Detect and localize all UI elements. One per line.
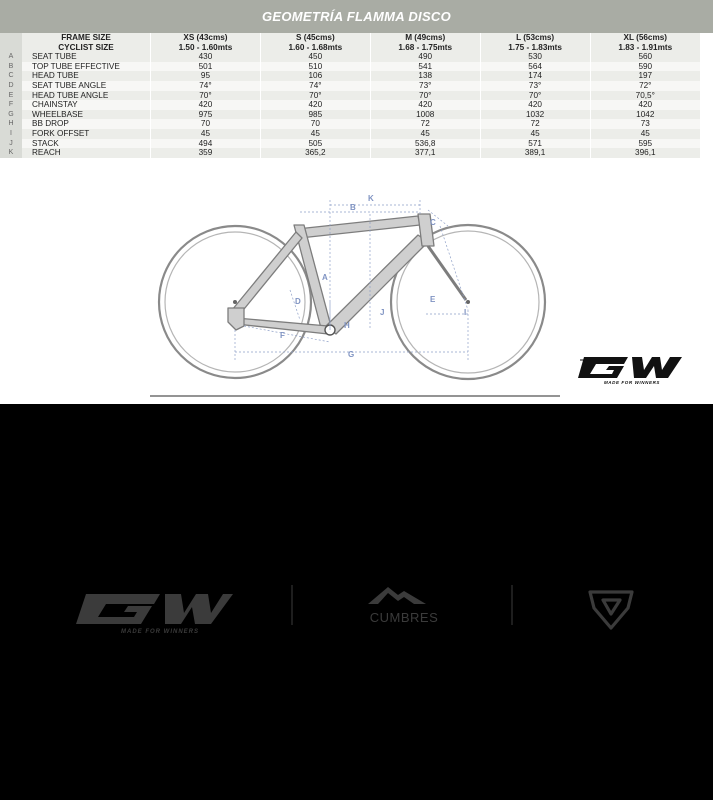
table-row bbox=[0, 119, 700, 129]
table-row bbox=[0, 100, 700, 110]
table-cell: 505 bbox=[260, 139, 370, 149]
header-cell: 1.60 - 1.68mts bbox=[260, 43, 370, 53]
table-cell: 430 bbox=[151, 52, 261, 62]
header-label: CYCLIST SIZE bbox=[22, 43, 151, 53]
row-label: REACH bbox=[22, 148, 151, 158]
down-tube bbox=[326, 235, 428, 334]
row-label: FORK OFFSET bbox=[22, 129, 151, 139]
table-cell: 45 bbox=[260, 129, 370, 139]
row-letter: A bbox=[0, 52, 22, 62]
diagram-label-j: J bbox=[380, 308, 385, 317]
diagram-label-f: F bbox=[280, 331, 285, 340]
table-cell: 389,1 bbox=[480, 148, 590, 158]
row-label: CHAINSTAY bbox=[22, 100, 151, 110]
row-letter: C bbox=[0, 71, 22, 81]
table-cell: 420 bbox=[590, 100, 700, 110]
table-cell: 396,1 bbox=[590, 148, 700, 158]
table-cell: 73 bbox=[590, 119, 700, 129]
row-label: BB DROP bbox=[22, 119, 151, 129]
row-letter: I bbox=[0, 129, 22, 139]
table-cell: 590 bbox=[590, 62, 700, 72]
diagram-label-d: D bbox=[295, 297, 301, 306]
table-cell: 420 bbox=[151, 100, 261, 110]
table-row bbox=[0, 71, 700, 81]
seatstay bbox=[232, 232, 302, 314]
footer-gw-tagline: MADE FOR WINNERS bbox=[121, 629, 199, 635]
table-cell: 45 bbox=[590, 129, 700, 139]
gw-logo-tagline: MADE FOR WINNERS bbox=[603, 380, 661, 385]
table-cell: 73° bbox=[370, 81, 480, 91]
geometry-table-body bbox=[0, 33, 700, 158]
table-cell: 501 bbox=[151, 62, 261, 72]
row-label: HEAD TUBE ANGLE bbox=[22, 91, 151, 101]
row-letter: E bbox=[0, 91, 22, 101]
letter-cell bbox=[0, 43, 22, 53]
header-label: FRAME SIZE bbox=[22, 33, 151, 43]
table-row bbox=[0, 129, 700, 139]
row-letter: D bbox=[0, 81, 22, 91]
table-cell: 365,2 bbox=[260, 148, 370, 158]
table-row bbox=[0, 148, 700, 158]
header-cell: XL (56cms) bbox=[590, 33, 700, 43]
table-cell: 74° bbox=[260, 81, 370, 91]
diagram-label-k: K bbox=[368, 194, 374, 203]
table-cell: 530 bbox=[480, 52, 590, 62]
table-cell: 95 bbox=[151, 71, 261, 81]
table-cell: 70° bbox=[480, 91, 590, 101]
table-cell: 72 bbox=[370, 119, 480, 129]
table-cell: 420 bbox=[480, 100, 590, 110]
header-cell: 1.68 - 1.75mts bbox=[370, 43, 480, 53]
table-cell: 560 bbox=[590, 52, 700, 62]
gw-logo-icon bbox=[578, 357, 682, 385]
diagram-label-a: A bbox=[322, 273, 328, 282]
table-cell: 70 bbox=[260, 119, 370, 129]
table-cell: 45 bbox=[370, 129, 480, 139]
footer-gw-logo-icon bbox=[76, 594, 233, 635]
table-header-row bbox=[0, 33, 700, 43]
row-label: STACK bbox=[22, 139, 151, 149]
table-row bbox=[0, 139, 700, 149]
row-letter: B bbox=[0, 62, 22, 72]
table-cell: 74° bbox=[151, 81, 261, 91]
table-cell: 541 bbox=[370, 62, 480, 72]
table-cell: 70° bbox=[260, 91, 370, 101]
row-letter: H bbox=[0, 119, 22, 129]
footer-logos bbox=[0, 575, 713, 645]
row-label: WHEELBASE bbox=[22, 110, 151, 120]
fork bbox=[428, 246, 466, 300]
cumbres-logo-text: CUMBRES bbox=[369, 610, 439, 625]
table-cell: 490 bbox=[370, 52, 480, 62]
diagram-label-c: C bbox=[430, 218, 436, 227]
row-letter: F bbox=[0, 100, 22, 110]
diagram-label-h: H bbox=[344, 321, 350, 330]
table-cell: 975 bbox=[151, 110, 261, 120]
table-cell: 73° bbox=[480, 81, 590, 91]
row-letter: G bbox=[0, 110, 22, 120]
table-cell: 359 bbox=[151, 148, 261, 158]
table-cell: 70° bbox=[370, 91, 480, 101]
table-row bbox=[0, 62, 700, 72]
table-cell: 985 bbox=[260, 110, 370, 120]
rear-hub bbox=[233, 300, 237, 304]
table-cell: 420 bbox=[260, 100, 370, 110]
header-cell: M (49cms) bbox=[370, 33, 480, 43]
table-cell: 45 bbox=[151, 129, 261, 139]
diagram-label-b: B bbox=[350, 203, 356, 212]
header-cell: 1.50 - 1.60mts bbox=[151, 43, 261, 53]
front-hub bbox=[466, 300, 470, 304]
table-cell: 377,1 bbox=[370, 148, 480, 158]
table-cell: 197 bbox=[590, 71, 700, 81]
table-cell: 106 bbox=[260, 71, 370, 81]
table-cell: 174 bbox=[480, 71, 590, 81]
sheet-title: GEOMETRÍA FLAMMA DISCO bbox=[261, 9, 452, 24]
row-label: HEAD TUBE bbox=[22, 71, 151, 81]
row-label: SEAT TUBE bbox=[22, 52, 151, 62]
header-cell: 1.75 - 1.83mts bbox=[480, 43, 590, 53]
table-cell: 1042 bbox=[590, 110, 700, 120]
diagram-label-g: G bbox=[348, 350, 355, 359]
header-cell: L (53cms) bbox=[480, 33, 590, 43]
row-label: TOP TUBE EFFECTIVE bbox=[22, 62, 151, 72]
table-cell: 72 bbox=[480, 119, 590, 129]
header-cell: XS (43cms) bbox=[151, 33, 261, 43]
table-cell: 70° bbox=[151, 91, 261, 101]
cumbres-mountain-icon bbox=[368, 587, 438, 625]
rear-dropout bbox=[228, 308, 244, 330]
table-row bbox=[0, 110, 700, 120]
diagram-label-e: E bbox=[430, 295, 436, 304]
header-cell: 1.83 - 1.91mts bbox=[590, 43, 700, 53]
table-row bbox=[0, 81, 700, 91]
table-cell: 450 bbox=[260, 52, 370, 62]
row-label: SEAT TUBE ANGLE bbox=[22, 81, 151, 91]
table-cell: 595 bbox=[590, 139, 700, 149]
table-cell: 571 bbox=[480, 139, 590, 149]
table-cell: 138 bbox=[370, 71, 480, 81]
table-header-row bbox=[0, 43, 700, 53]
table-cell: 536,8 bbox=[370, 139, 480, 149]
table-row bbox=[0, 52, 700, 62]
header-cell: S (45cms) bbox=[260, 33, 370, 43]
row-letter: K bbox=[0, 148, 22, 158]
letter-cell bbox=[0, 33, 22, 43]
table-cell: 420 bbox=[370, 100, 480, 110]
table-cell: 1032 bbox=[480, 110, 590, 120]
table-cell: 564 bbox=[480, 62, 590, 72]
title-bar bbox=[0, 0, 713, 33]
table-cell: 1008 bbox=[370, 110, 480, 120]
table-cell: 72° bbox=[590, 81, 700, 91]
top-tube bbox=[297, 216, 420, 238]
bike-geometry-diagram bbox=[0, 186, 713, 404]
shield-v-icon bbox=[590, 592, 632, 628]
table-cell: 510 bbox=[260, 62, 370, 72]
geometry-table bbox=[0, 33, 700, 158]
table-cell: 70 bbox=[151, 119, 261, 129]
row-letter: J bbox=[0, 139, 22, 149]
table-cell: 45 bbox=[480, 129, 590, 139]
table-cell: 70,5° bbox=[590, 91, 700, 101]
table-cell: 494 bbox=[151, 139, 261, 149]
diagram-label-i: I bbox=[464, 308, 467, 317]
table-row bbox=[0, 91, 700, 101]
